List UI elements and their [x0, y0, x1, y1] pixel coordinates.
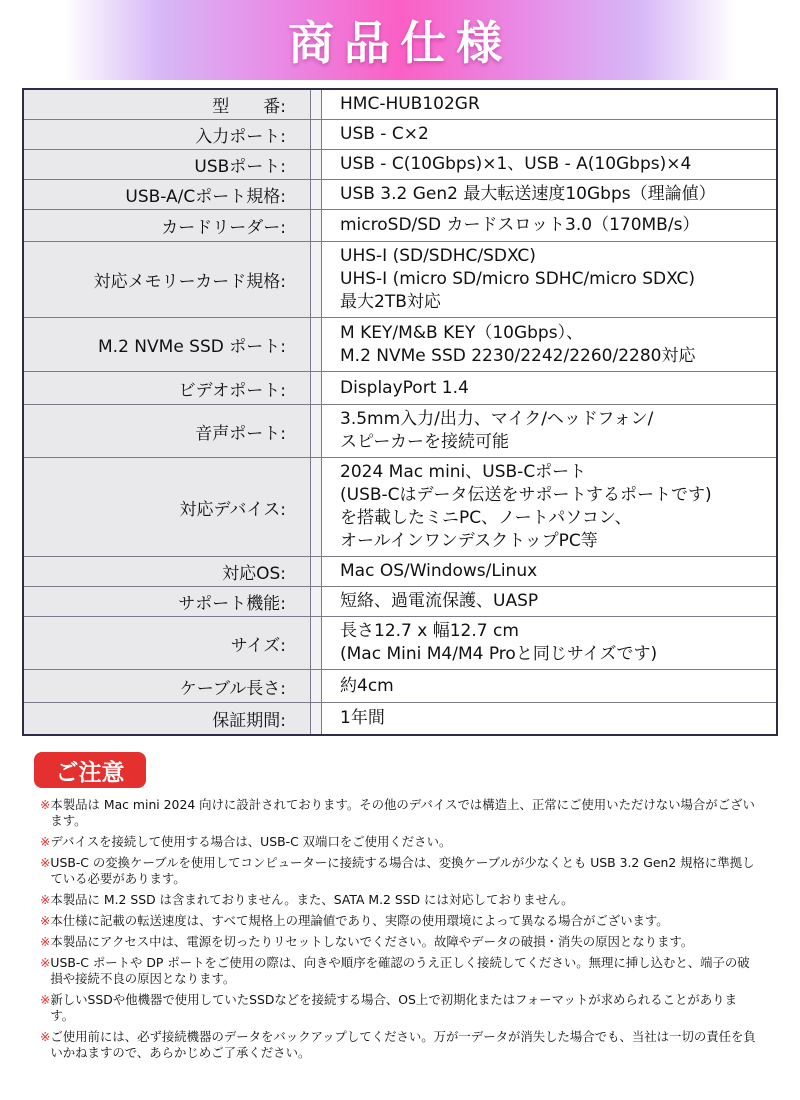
spec-divider [311, 405, 322, 458]
spec-table [22, 88, 778, 736]
spec-row [23, 405, 777, 458]
note-item [40, 955, 760, 987]
spec-divider [311, 242, 322, 318]
notes-title: ご注意 [34, 752, 146, 788]
spec-divider [311, 372, 322, 405]
spec-value [322, 180, 778, 210]
spec-value [322, 405, 778, 458]
note-item [40, 834, 760, 850]
note-mark: ※ [40, 797, 51, 812]
note-item [40, 855, 760, 887]
spec-label: 型 番: [23, 89, 311, 120]
spec-table-body [23, 89, 777, 735]
spec-row [23, 617, 777, 670]
spec-value-line: スピーカーを接続可能 [340, 432, 509, 452]
spec-row [23, 703, 777, 735]
note-mark: ※ [40, 834, 51, 849]
spec-value [322, 150, 778, 180]
spec-value-line: 短絡、過電流保護、UASP [340, 591, 539, 611]
spec-label: 音声ポート: [23, 405, 311, 458]
note-text: 本製品にアクセス中は、電源を切ったりリセットしないでください。故障やデータの破損・消失の原因となります。 [50, 934, 694, 949]
spec-value-line: 2024 Mac mini、USB-Cポート [340, 462, 587, 482]
spec-row [23, 242, 777, 318]
spec-value [322, 557, 778, 587]
spec-row [23, 587, 777, 617]
spec-divider [311, 557, 322, 587]
note-mark: ※ [40, 955, 51, 970]
note-mark: ※ [40, 992, 51, 1007]
spec-row [23, 180, 777, 210]
spec-divider [311, 670, 322, 703]
note-mark: ※ [40, 892, 51, 907]
spec-divider [311, 89, 322, 120]
spec-label: 対応メモリーカード規格: [23, 242, 311, 318]
spec-divider [311, 703, 322, 735]
spec-value-line: 最大2TB対応 [340, 292, 441, 312]
note-mark: ※ [40, 855, 51, 870]
page-title: 商品仕様 [288, 16, 512, 70]
note-text: 本仕様に記載の転送速度は、すべて規格上の理論値であり、実際の使用環境によって異なる場合がございます。 [50, 913, 669, 928]
spec-label: M.2 NVMe SSD ポート: [23, 318, 311, 372]
spec-row [23, 557, 777, 587]
spec-row [23, 120, 777, 150]
spec-divider [311, 458, 322, 557]
note-text: 本製品は Mac mini 2024 向けに設計されております。その他のデバイスでは構造上、正常にご使用いただけない場合がございます。 [50, 797, 755, 828]
spec-divider [311, 587, 322, 617]
note-text: デバイスを接続して使用する場合は、USB-C 双端口をご使用ください。 [50, 834, 452, 849]
spec-label: 対応OS: [23, 557, 311, 587]
spec-value-line: (Mac Mini M4/M4 Proと同じサイズです) [340, 644, 658, 664]
spec-value-line: M KEY/M&B KEY（10Gbps）、 [340, 322, 584, 343]
spec-label: USBポート: [23, 150, 311, 180]
spec-value-line: 3.5mm入力/出力、マイク/ヘッドフォン/ [340, 409, 654, 429]
note-text: USB-C の変換ケーブルを使用してコンピューターに接続する場合は、変換ケーブルが少なくとも USB 3.2 Gen2 規格に準拠している必要があります。 [50, 855, 755, 886]
spec-value [322, 242, 778, 318]
spec-value [322, 89, 778, 120]
spec-label: サイズ: [23, 617, 311, 670]
spec-label: カードリーダー: [23, 210, 311, 242]
spec-value-line: DisplayPort 1.4 [340, 377, 469, 398]
note-mark: ※ [40, 934, 51, 949]
spec-value-line: USB - C(10Gbps)×1、USB - A(10Gbps)×4 [340, 154, 692, 174]
spec-label: 入力ポート: [23, 120, 311, 150]
note-item [40, 992, 760, 1024]
spec-label: 保証期間: [23, 703, 311, 735]
spec-label: ビデオポート: [23, 372, 311, 405]
spec-value-line: UHS-I (micro SD/micro SDHC/micro SDXC) [340, 269, 696, 289]
spec-value-line: M.2 NVMe SSD 2230/2242/2260/2280対応 [340, 345, 696, 366]
note-item [40, 797, 760, 829]
spec-value-line: 約4cm [340, 675, 394, 696]
note-mark: ※ [40, 913, 51, 928]
spec-value [322, 703, 778, 735]
spec-value-line: USB 3.2 Gen2 最大転送速度10Gbps（理論値） [340, 184, 716, 204]
spec-row [23, 318, 777, 372]
spec-value [322, 372, 778, 405]
note-item [40, 913, 760, 929]
spec-value [322, 120, 778, 150]
spec-value-line: を搭載したミニPC、ノートパソコン、 [340, 508, 632, 528]
spec-divider [311, 150, 322, 180]
spec-label: USB-A/Cポート規格: [23, 180, 311, 210]
spec-value-line: 1年間 [340, 707, 385, 728]
note-item [40, 1029, 760, 1061]
notes-list [40, 797, 760, 1066]
spec-divider [311, 318, 322, 372]
note-mark: ※ [40, 1029, 51, 1044]
spec-value [322, 587, 778, 617]
spec-divider [311, 617, 322, 670]
spec-value-line: USB - C×2 [340, 124, 429, 144]
spec-value-line: 長さ12.7 x 幅12.7 cm [340, 621, 519, 641]
spec-label: ケーブル長さ: [23, 670, 311, 703]
spec-row [23, 89, 777, 120]
spec-value-line: オールインワンデスクトップPC等 [340, 531, 598, 551]
spec-value [322, 458, 778, 557]
spec-value-line: (USB-Cはデータ伝送をサポートするポートです) [340, 485, 712, 505]
spec-value-line: UHS-I (SD/SDHC/SDXC) [340, 246, 536, 266]
spec-value-line: Mac OS/Windows/Linux [340, 561, 538, 581]
spec-divider [311, 180, 322, 210]
spec-value-line: microSD/SD カードスロット3.0（170MB/s） [340, 215, 700, 235]
note-item [40, 892, 760, 908]
title-banner [0, 0, 800, 80]
spec-label: サポート機能: [23, 587, 311, 617]
note-item [40, 934, 760, 950]
spec-row [23, 150, 777, 180]
spec-value [322, 210, 778, 242]
spec-value [322, 670, 778, 703]
spec-value [322, 617, 778, 670]
note-text: 本製品に M.2 SSD は含まれておりません。また、SATA M.2 SSD には対応しておりません。 [50, 892, 574, 907]
spec-row [23, 670, 777, 703]
spec-label: 対応デバイス: [23, 458, 311, 557]
spec-value-line: HMC-HUB102GR [340, 94, 480, 114]
note-text: USB-C ポートや DP ポートをご使用の際は、向きや順序を確認のうえ正しく接続してください。無理に挿し込むと、端子の破損や接続不良の原因となります。 [50, 955, 750, 986]
spec-divider [311, 120, 322, 150]
spec-row [23, 458, 777, 557]
spec-divider [311, 210, 322, 242]
spec-row [23, 210, 777, 242]
spec-value [322, 318, 778, 372]
spec-row [23, 372, 777, 405]
note-text: ご使用前には、必ず接続機器のデータをバックアップしてください。万が一データが消失した場合でも、当社は一切の責任を負いかねますので、あらかじめご了承ください。 [50, 1029, 756, 1060]
note-text: 新しいSSDや他機器で使用していたSSDなどを接続する場合、OS上で初期化またはフォーマットが求められることがあります。 [50, 992, 737, 1023]
